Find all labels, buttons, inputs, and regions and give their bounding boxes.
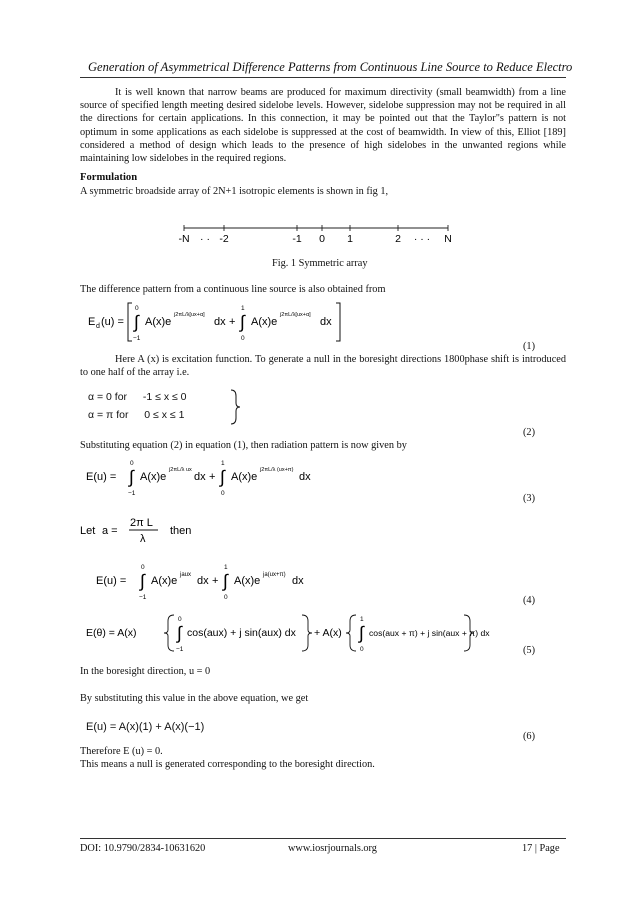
eq2-line1-lhs: α = 0 for — [88, 391, 128, 403]
eq5-mid: + A(x) — [314, 627, 342, 639]
header-rule — [80, 77, 566, 78]
array-sentence: A symmetric broadside array of 2N+1 isotropic elements is shown in fig 1, — [80, 186, 389, 197]
footer-page-number: 17 | Page — [522, 843, 560, 854]
equation-4 — [96, 560, 326, 604]
eq1-dx1: dx — [214, 316, 226, 328]
equation-1 — [88, 301, 348, 345]
running-header: Generation of Asymmetrical Difference Patterns from Continuous Line Source to Reduce Electro — [88, 60, 573, 74]
eq4-integrand1: A(x)e — [151, 575, 178, 587]
eq1-integral1: ∫ — [134, 312, 139, 332]
eq1-lower2: 0 — [241, 335, 245, 342]
intro-paragraph: It is well known that narrow beams are produced for maximum directivity (small beamwidth) from a line source of specified length meeting desired sidelobe levels. However, sidelobe suppression may not be required in all the directions for certain applications. In this connection, it may be pointed out that the Taylor"s pattern is not optimum in some applications as each sidelobe is suppressed at the cost of beamwidth. In view of this, Elliot [189] considered a method of design which leads to the presence of high sidelobes in the unwanted regions while maintaining low sidelobes in the required regions. — [80, 87, 566, 165]
eq1-integrand1: A(x)e — [145, 316, 172, 328]
eq5-term1: cos(aux) + j sin(aux) dx — [187, 627, 296, 639]
eq2-line2-lhs: α = π for — [88, 409, 129, 421]
eq5-lhs: E(θ) = A(x) — [86, 627, 137, 639]
eq2-line2-range: 0 ≤ x ≤ 1 — [144, 409, 185, 421]
label-dots-right: · · · — [413, 233, 431, 245]
eq5-integral1: ∫ — [177, 623, 182, 643]
eq2-number: (2) — [523, 427, 536, 438]
label-one: 1 — [347, 233, 353, 245]
eq1-left-bracket — [128, 303, 132, 341]
footer-rule — [80, 838, 566, 839]
let-var: a = — [102, 525, 118, 537]
eq5-lower2: 0 — [360, 646, 364, 653]
eq1-exp2: j2πL/λ[ux+α] — [280, 312, 311, 318]
eq2-right-brace — [229, 388, 243, 426]
eq1-number: (1) — [523, 341, 536, 352]
eq3-number: (3) — [523, 493, 536, 504]
eq1-lhs-sub: d — [96, 323, 100, 330]
eq3-exp1: j2πL/λ ux — [169, 467, 192, 473]
eq4-upper1: 0 — [141, 564, 145, 571]
therefore-text: Therefore E (u) = 0. — [80, 746, 163, 757]
equation-3 — [86, 456, 326, 500]
eq3-upper2: 1 — [221, 460, 225, 467]
substituting-text: Substituting equation (2) in equation (1), then radiation pattern is now given by — [80, 440, 407, 451]
eq3-integral2: ∫ — [220, 467, 225, 487]
eq4-dx2: dx — [292, 575, 304, 587]
figure-caption: Fig. 1 Symmetric array — [272, 258, 368, 269]
let-then: then — [170, 525, 192, 537]
equation-5 — [86, 612, 490, 656]
let-denominator: λ — [140, 533, 146, 545]
eq5-upper1: 0 — [178, 616, 182, 623]
eq1-upper2: 1 — [241, 305, 245, 312]
eq3-lhs: E(u) = — [86, 471, 117, 483]
eq1-integral2: ∫ — [240, 312, 245, 332]
eq3-upper1: 0 — [130, 460, 134, 467]
eq5-brace1-close — [302, 615, 312, 651]
eq1-integrand2: A(x)e — [251, 316, 278, 328]
eq5-number: (5) — [523, 645, 536, 656]
label-pos-n: N — [444, 233, 452, 245]
label-neg-two: -2 — [219, 233, 229, 245]
eq4-dx1: dx — [197, 575, 209, 587]
eq3-lower2: 0 — [221, 490, 225, 497]
boresight-text: In the boresight direction, u = 0 — [80, 666, 211, 677]
eq4-exp2: ja(ux+π) — [263, 572, 286, 578]
eq3-integrand2: A(x)e — [231, 471, 258, 483]
section-heading: Formulation — [80, 172, 138, 183]
eq1-exp1: j2πL/λ[ux+α] — [174, 312, 205, 318]
eq4-integral2: ∫ — [223, 571, 228, 591]
difference-text: The difference pattern from a continuous line source is also obtained from — [80, 284, 386, 295]
eq5-brace2-open — [346, 615, 356, 651]
eq3-plus: + — [209, 471, 216, 483]
let-numerator: 2π L — [130, 517, 153, 529]
eq3-lower1: −1 — [128, 490, 136, 497]
eq4-plus: + — [212, 575, 219, 587]
footer-site-link[interactable]: www.iosrjournals.org — [288, 843, 377, 854]
symmetric-array-figure — [170, 222, 470, 250]
eq3-integrand1: A(x)e — [140, 471, 167, 483]
eq5-upper2: 1 — [360, 616, 364, 623]
eq4-number: (4) — [523, 595, 536, 606]
eq2-line1 — [88, 391, 187, 403]
label-zero: 0 — [319, 233, 325, 245]
eq3-dx1: dx — [194, 471, 206, 483]
by-substituting-text: By substituting this value in the above equation, we get — [80, 693, 309, 704]
eq4-integral1: ∫ — [140, 571, 145, 591]
footer-doi: DOI: 10.9790/2834-10631620 — [80, 843, 206, 854]
eq5-term2: cos(aux + π) + j sin(aux + π) dx — [369, 628, 490, 638]
eq1-right-bracket — [336, 303, 340, 341]
eq2-line2 — [88, 409, 184, 421]
eq5-lower1: −1 — [176, 646, 184, 653]
eq4-integrand2: A(x)e — [234, 575, 261, 587]
null-text: This means a null is generated corresponding to the boresight direction. — [80, 759, 375, 770]
eq3-integral1: ∫ — [129, 467, 134, 487]
eq4-lower1: −1 — [139, 594, 147, 601]
let-definition — [80, 512, 240, 546]
eq3-exp2: j2πL/λ (ux+π) — [260, 467, 294, 473]
eq5-brace1-open — [164, 615, 174, 651]
label-dots-left: · · — [200, 233, 210, 245]
label-neg-n: -N — [178, 233, 190, 245]
eq1-plus: + — [229, 316, 236, 328]
let-word: Let — [80, 525, 96, 537]
eq4-lower2: 0 — [224, 594, 228, 601]
eq2-line1-range: -1 ≤ x ≤ 0 — [142, 391, 187, 403]
eq3-dx2: dx — [299, 471, 311, 483]
eq1-lower1: −1 — [133, 335, 141, 342]
label-two: 2 — [395, 233, 401, 245]
eq1-dx2: dx — [320, 316, 332, 328]
equation-6: E(u) = A(x)(1) + A(x)(−1) — [86, 721, 205, 733]
eq4-lhs: E(u) = — [96, 575, 127, 587]
eq4-exp1: jaux — [180, 572, 192, 578]
eq6-number: (6) — [523, 731, 536, 742]
eq1-lhs-arg: (u) = — [101, 316, 124, 328]
eq5-integral2: ∫ — [359, 623, 364, 643]
eq4-upper2: 1 — [224, 564, 228, 571]
eq1-upper1: 0 — [135, 305, 139, 312]
label-neg-one: -1 — [292, 233, 302, 245]
eq1-lhs: E — [88, 316, 96, 328]
here-paragraph: Here A (x) is excitation function. To generate a null in the boresight directions 1800phase shift is introduced to one half of the array i.e. — [80, 354, 566, 379]
